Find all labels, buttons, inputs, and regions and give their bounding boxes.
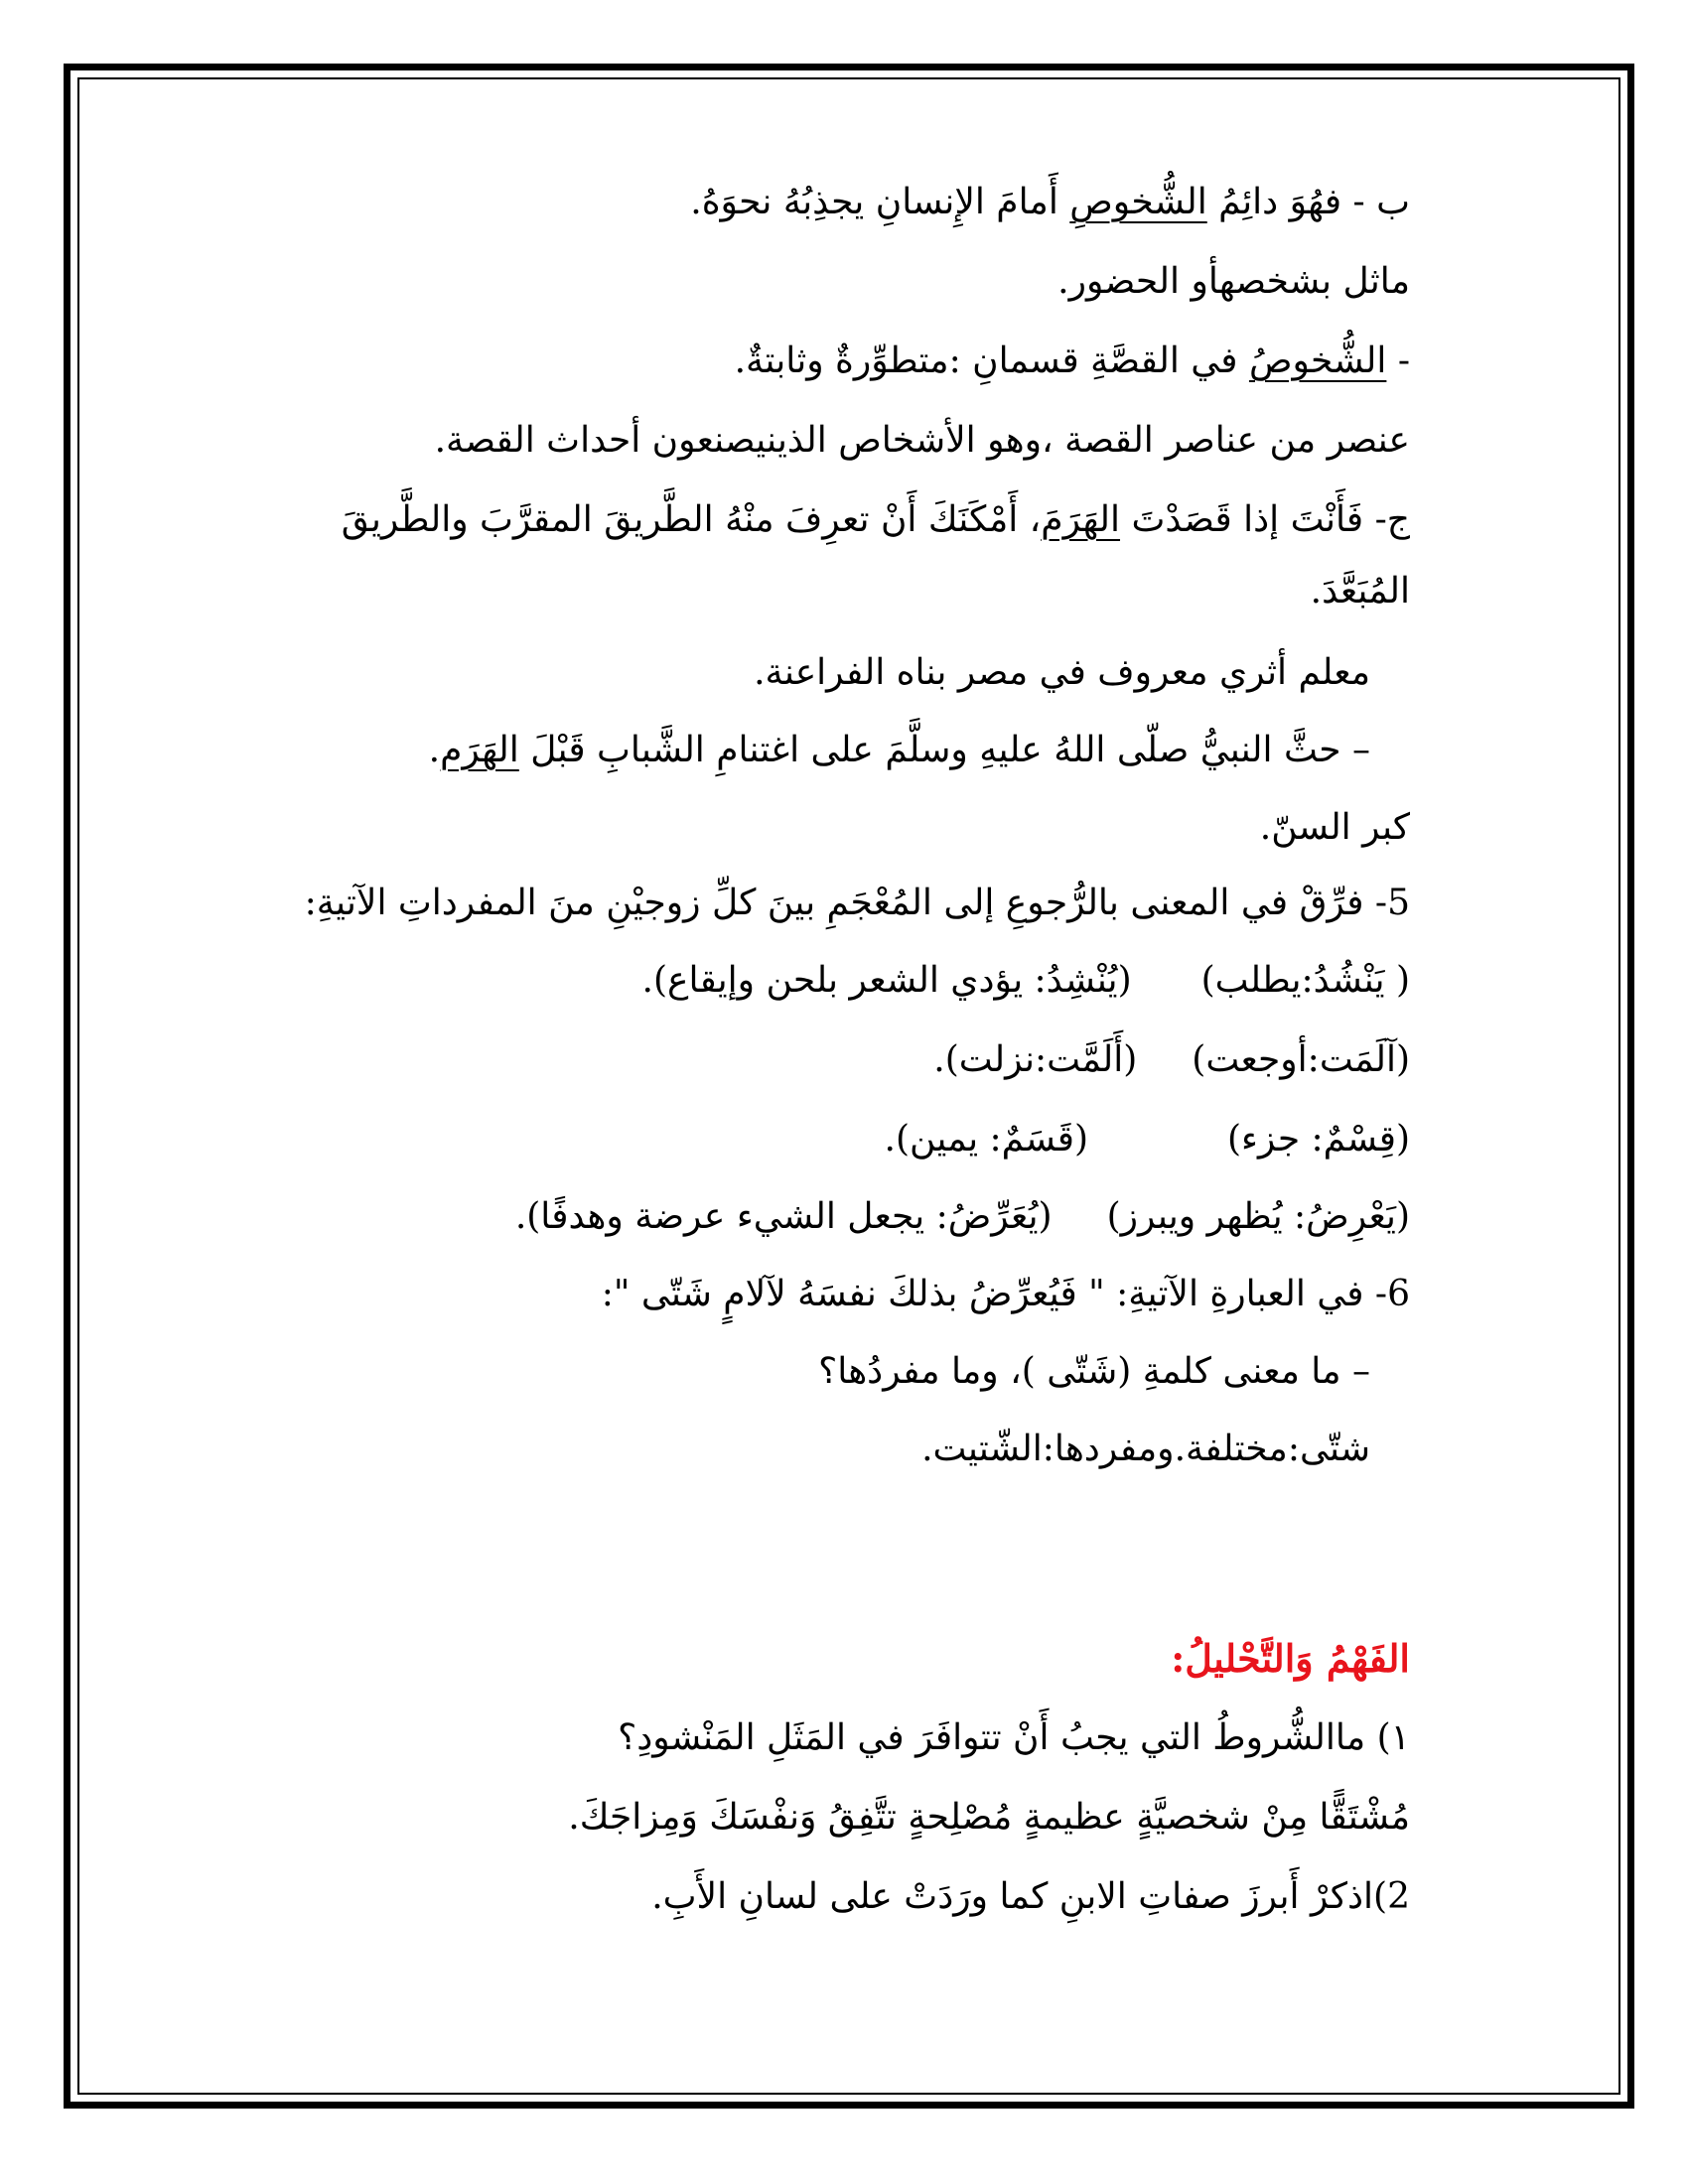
underlined-word: الشُّخوصِ [1069,182,1207,222]
text: – حثَّ النبيُّ صلّى اللهُ عليهِ وسلَّمَ على اغتنامِ الشَّبابِ قَبْلَ [518,730,1370,770]
line-8 [429,730,1370,771]
line-3 [735,341,1410,382]
answer-line: كبر السنّ. [1259,807,1410,848]
text: أَمامَ الإِنسانِ يجذِبُهُ نحوَهُ. [690,182,1070,222]
question-1: ١) ماالشُّروطُ التي يجبُ أَنْ تتوافَرَ في المَثَلِ المَنْشودِ؟ [618,1717,1410,1758]
text: ج- فَأَنْتَ إذا قَصَدْتَ [1120,499,1410,540]
word-definition: ( يَنْشُدُ:يطلب) [1200,960,1410,1001]
word-pair-row [642,960,1411,1002]
section-heading: الفَهْمُ وَالتَّحْليلُ: [1171,1636,1410,1681]
question-5: 5- فرِّقْ في المعنى بالرُّجوعِ إلى المُعْجَمِ بينَ كلِّ زوجيْنِ منَ المفرداتِ الآتيةِ: [304,883,1410,923]
line-j-cont: المُبَعَّدَ. [1310,571,1410,612]
text: في القصَّةِ قسمانِ :متطوِّرةٌ وثابتةٌ. [734,341,1249,381]
answer-line: عنصر من عناصر القصة ،وهو الأشخاص الذينيصنعون أحداث القصة. [434,420,1410,461]
underlined-word: الهَرَم [440,730,519,770]
text: فهُوَ دائِمُ [1206,182,1342,222]
line-b [690,182,1410,223]
answer-line: شتّى:مختلفة.ومفردها:الشّتيت. [921,1429,1370,1469]
word-definition: (يُنْشِدُ: يؤدي الشعر بلحن وإيقاع). [641,960,1132,1001]
word-definition: (قِسْمٌ: جزء) [1227,1119,1410,1160]
text: . [428,730,441,770]
underlined-word: الشُّخوصُ [1248,341,1387,381]
dash: - [1386,341,1410,381]
question-2: 2)اذكرْ أَبرزَ صفاتِ الابنِ كما ورَدَتْ على لسانِ الأَبِ. [651,1876,1410,1917]
answer-line: معلم أثري معروف في مصر بناه الفراعنة. [754,652,1370,693]
sub-question: – ما معنى كلمةِ (شَتّى )، وما مفردُها؟ [818,1351,1370,1392]
word-pair-row [885,1119,1411,1160]
word-pair-row [515,1196,1410,1238]
question-6: 6- في العبارةِ الآتيةِ: " فَيُعرِّضُ بذلكَ نفسَهُ لآلامٍ شَتّى ": [601,1274,1410,1314]
word-definition: (يَعْرِضُ: يُظهر ويبرز) [1106,1196,1410,1237]
underlined-word: الهَرَمَ [1041,499,1121,540]
item-marker: ب - [1352,182,1410,222]
word-definition: (آلَمَت:أوجعت) [1192,1039,1410,1080]
word-pair-row [933,1039,1410,1081]
text: ، أَمْكَنَكَ أَنْ تعرِفَ منْهُ الطَّريقَ المقرَّبَ والطَّريقَ [341,499,1042,540]
word-definition: (قَسَمٌ: يمين). [884,1119,1088,1160]
word-definition: (أَلَمَّت:نزلت). [933,1039,1138,1080]
line-j [342,499,1410,541]
word-definition: (يُعَرِّضُ: يجعل الشيء عرضة وهدفًا). [514,1196,1053,1237]
answer-line: ماثل بشخصهأو الحضور. [1057,261,1410,302]
answer-line: مُشْتَقًّا مِنْ شخصيَّةٍ عظيمةٍ مُصْلِحةٍ تتَّفِقُ وَنفْسَكَ وَمِزاجَكَ. [568,1797,1410,1838]
